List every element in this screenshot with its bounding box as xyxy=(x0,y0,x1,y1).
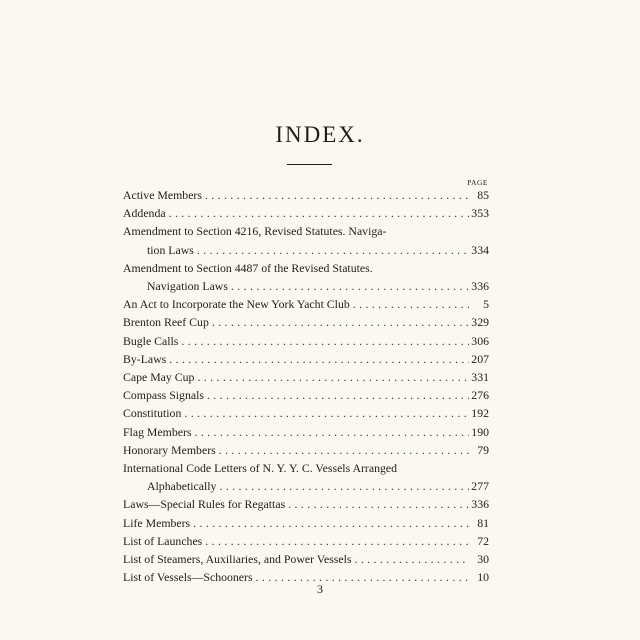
dot-leader xyxy=(350,295,469,313)
entry-label: An Act to Incorporate the New York Yacht Club xyxy=(123,297,350,312)
dot-leader xyxy=(191,423,469,441)
entry-page: 10 xyxy=(477,570,489,585)
entry-label: Brenton Reef Cup xyxy=(123,315,209,330)
title-rule xyxy=(287,164,332,165)
entry-page: 5 xyxy=(483,297,489,312)
entry-page: 192 xyxy=(471,406,489,421)
index-entry xyxy=(123,404,489,422)
entry-label: Addenda xyxy=(123,206,166,221)
entry-label: List of Launches xyxy=(123,533,203,548)
dot-leader xyxy=(285,495,469,513)
entry-label: Compass Signals xyxy=(123,388,204,403)
entry-label-continued: Alphabetically xyxy=(147,479,217,494)
dot-leader xyxy=(190,514,469,532)
dot-leader xyxy=(216,441,469,459)
entry-page: 190 xyxy=(471,424,489,439)
dot-leader xyxy=(202,186,469,204)
page-column-header: PAGE xyxy=(467,178,488,187)
index-entry xyxy=(123,514,489,532)
index-entry xyxy=(123,295,489,313)
index-entry xyxy=(123,332,489,350)
index-entry xyxy=(123,423,489,441)
entry-page: 353 xyxy=(471,206,489,221)
entry-label: International Code Letters of N. Y. Y. C. Vessels Arranged xyxy=(123,461,398,476)
entry-page: 85 xyxy=(477,188,489,202)
dot-leader xyxy=(202,532,469,550)
dot-leader xyxy=(216,477,469,495)
index-entry xyxy=(123,532,489,550)
index-entry xyxy=(123,386,489,404)
dot-leader xyxy=(181,404,469,422)
index-entry xyxy=(123,495,489,513)
entry-label: Active Members xyxy=(123,188,202,202)
entry-page: 207 xyxy=(471,351,489,366)
entry-label: List of Steamers, Auxiliaries, and Power Vessels xyxy=(123,552,352,567)
entry-label: Life Members xyxy=(123,515,191,530)
entry-page: 72 xyxy=(477,533,489,548)
entry-page: 329 xyxy=(471,315,489,330)
dot-leader xyxy=(178,332,469,350)
entry-page: 81 xyxy=(477,515,489,530)
entry-label: Bugle Calls xyxy=(123,333,179,348)
index-entry xyxy=(123,368,489,386)
dot-leader xyxy=(194,368,469,386)
dot-leader xyxy=(194,241,469,259)
entry-page: 336 xyxy=(471,497,489,512)
dot-leader xyxy=(166,204,469,222)
page-number: 3 xyxy=(317,582,323,596)
entry-label: Cape May Cup xyxy=(123,370,195,385)
dot-leader xyxy=(209,313,469,331)
entry-label: Laws—Special Rules for Regattas xyxy=(123,497,286,512)
entry-label: Honorary Members xyxy=(123,442,216,457)
index-entry xyxy=(123,204,489,222)
index-entry xyxy=(123,222,489,258)
entry-label: Constitution xyxy=(123,406,182,421)
page-title: INDEX. xyxy=(275,122,365,147)
entry-label: Flag Members xyxy=(123,424,192,439)
index-entry xyxy=(123,441,489,459)
dot-leader xyxy=(204,386,469,404)
entry-page: 306 xyxy=(471,333,489,348)
entry-page: 331 xyxy=(471,370,489,385)
index-entries xyxy=(123,186,489,586)
entry-page: 334 xyxy=(471,242,489,257)
index-entry xyxy=(123,350,489,368)
entry-page: 277 xyxy=(471,479,489,494)
index-entry xyxy=(123,550,489,568)
index-entry xyxy=(123,313,489,331)
index-entry xyxy=(123,459,489,495)
dot-leader xyxy=(228,277,469,295)
dot-leader xyxy=(351,550,469,568)
entry-label-continued: tion Laws xyxy=(147,242,194,257)
entry-label: By-Laws xyxy=(123,351,167,366)
index-entry xyxy=(123,186,489,204)
entry-page: 276 xyxy=(471,388,489,403)
dot-leader xyxy=(166,350,469,368)
entry-label: Amendment to Section 4487 of the Revised Statutes. xyxy=(123,260,373,275)
entry-label: List of Vessels—Schooners xyxy=(123,570,253,585)
entry-label-continued: Navigation Laws xyxy=(147,279,228,294)
entry-label: Amendment to Section 4216, Revised Statutes. Naviga- xyxy=(123,224,387,239)
entry-page: 79 xyxy=(477,442,489,457)
entry-page: 30 xyxy=(477,552,489,567)
index-entry xyxy=(123,259,489,295)
entry-page: 336 xyxy=(471,279,489,294)
